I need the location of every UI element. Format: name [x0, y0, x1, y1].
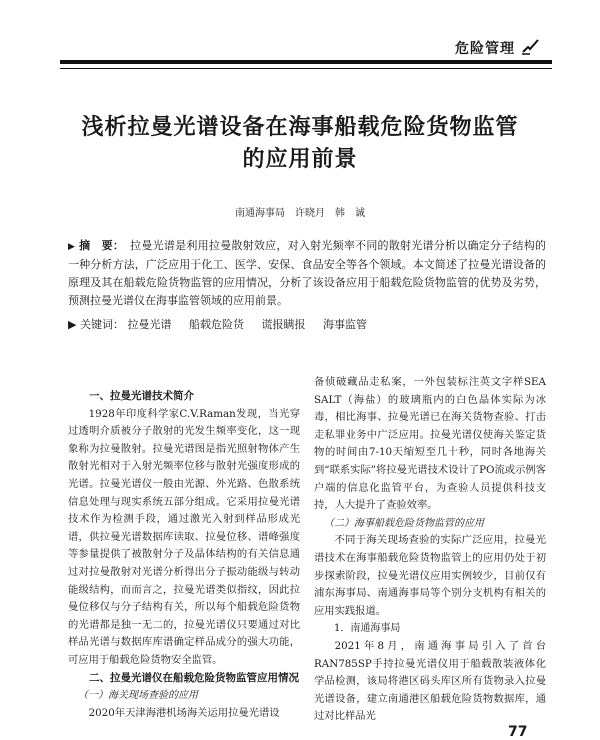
authors: 南通海事局 许晓月 韩 诚 — [235, 208, 365, 219]
subsection-heading: （二）海事船载危险货物监管的应用 — [324, 517, 484, 529]
keywords — [68, 316, 546, 334]
header-rule — [60, 60, 552, 64]
paragraph: 2020年天津海港机场海关运用拉曼光谱设 — [88, 706, 280, 719]
abstract — [68, 237, 546, 310]
keyword: 谎报瞒报 — [261, 318, 306, 331]
subsection-heading: （一）海关现场查验的应用 — [78, 690, 198, 702]
abstract-text: 拉曼光谱是利用拉曼散射效应，对入射光频率不同的散射光谱分析以确定分子结构的一种分析方法，广泛应用于化工、医学、安保、食品安全等各个领域。本文简述了拉曼光谱设备的原理及其在船载危险货物监管的应用情况，分析了该设备应用于船载危险货物监管的优势及劣势，预测拉曼光谱仪在海事监管领域的应用前景。 — [68, 239, 547, 307]
header-rule-thin — [60, 68, 552, 69]
page-number: 77 — [508, 724, 528, 740]
pen-icon — [520, 38, 540, 56]
item-heading: 1．南通海事局 — [334, 623, 401, 635]
triangle-bullet-icon: ▶ — [68, 242, 76, 252]
right-column — [314, 374, 546, 726]
keyword: 拉曼光谱 — [127, 318, 172, 331]
keyword: 船载危险货 — [188, 318, 244, 331]
abstract-label: 摘 要： — [79, 239, 125, 252]
section-label: 危险管理 — [455, 41, 515, 57]
paragraph: 备侦破藏品走私案，一外包装标注英文字样SEA SALT（海盐）的玻璃瓶内的白色晶体实际为冰毒，相比海事、拉曼光谱已在海关货物查验、打击走私罪业务中广泛应用。拉曼光谱仪使海关鉴定货物的时间由7-10天缩短至几十秒，同时各地海关到“联系实际”将拉曼光谱技术设计了PO流或示例客户端的信息化监管平台，为查验人员提供科技支持，人大提升了查验效率。 — [314, 376, 546, 512]
paragraph: 1928年印度科学家C.V.Raman发现，当光穿过透明介质被分子散射的光发生频率变化，这一现象称为拉曼散射。拉曼光谱图是指光照射物体产生散射光相对于入射光频率位移与散射光强度形成的光谱。拉曼光谱仪一般由光源、外光路、色散系统信息处理与现实系统五部分组成。它采用拉曼光谱技术作为检测手段，通过激光入射到样品形成光谱，供拉曼光谱数据库读取、拉曼位移、谱峰强度等参量提供了被散射分子及晶体结构的有关信息通过对拉曼散射对光谱分析得出分子振动能级与转动能级结构，而而言之，拉曼光谱类似指纹，因此拉曼位移仅与分子结构有关，所以每个船载危险货物的光谱都是独一无二的，拉曼光谱仪只要通过对比样品光谱与数据库库谱确定样品成分的强大功能，可应用于船载危险货物安全监管。 — [68, 407, 300, 666]
section-heading: 一、拉曼光谱技术简介 — [89, 390, 194, 402]
article-title — [0, 112, 600, 176]
paragraph: 2021年8月，南通海事局引入了首台RAN785SP手持拉曼光谱仪用于船载散装液体化学品检测，该局将港区码头库区所有货物录入拉曼光谱设备，建立南通港区船载危险货物数据库，通过对比样品光 — [314, 639, 546, 723]
title-line-1: 浅析拉曼光谱设备在海事船载危险货物监管 — [81, 115, 519, 140]
paragraph: 不同于海关现场查验的实际广泛应用，拉曼光谱技术在海事船载危险货物监管上的应用仍处于初步探索阶段，拉曼光谱仪应用实例较少，目前仅有浦东海事局、南通海事局等个别分支机构有相关的应用实践报道。 — [314, 534, 546, 617]
triangle-bullet-icon: ▶ — [68, 318, 77, 331]
keyword: 海事监管 — [322, 318, 367, 331]
title-line-2: 的应用前景 — [242, 147, 358, 172]
section-heading: 二、拉曼光谱仪在船载危险货物监管应用情况 — [89, 671, 299, 684]
left-column — [68, 388, 300, 722]
keywords-label: 关键词： — [79, 318, 124, 331]
